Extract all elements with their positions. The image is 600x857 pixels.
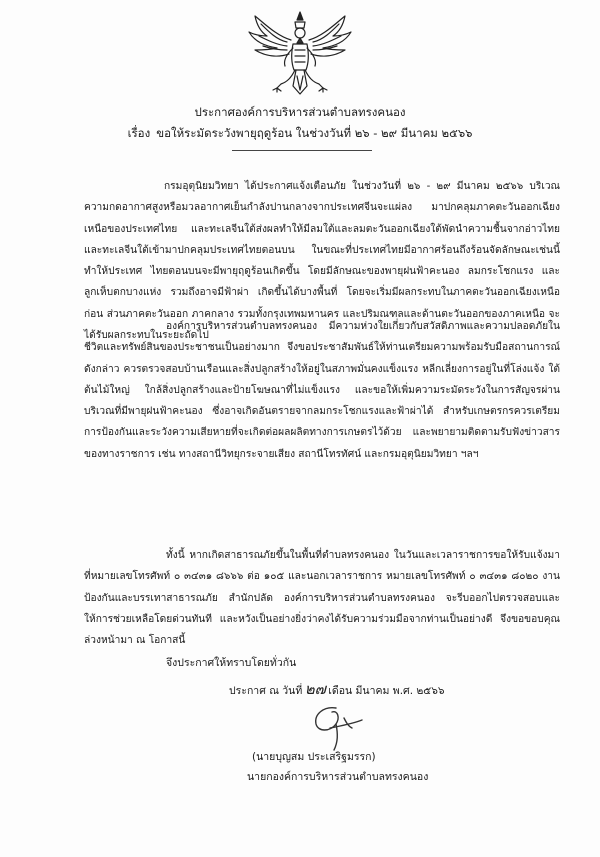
garuda-emblem-icon [247,10,353,96]
announcement-subject: ขอให้ระมัดระวังพายุฤดูร้อน ในช่วงวันที่ ๒๖ - ๒๙ มีนาคม ๒๕๖๖ [156,126,473,140]
date-prefix: ประกาศ ณ วันที่ [229,685,303,697]
date-day-handwritten: ๒๗ [304,680,326,698]
signatory-name: (นายบุญสม ประเสริฐมรรก) [252,751,376,763]
handwritten-signature-icon [300,700,370,752]
body-paragraph-1: กรมอุตุนิยมวิทยา ได้ประกาศแจ้งเตือนภัย ในช่วงวันที่ ๒๖ - ๒๙ มีนาคม ๒๕๖๖ บริเวณความกดอากาศสูงหรือมวลอากาศเย็นกำลังปานกลางจากประเทศจีนจะแผ่ลง มาปกคลุมภาคตะวันออกเฉียงเหนือของประเทศไทย และทะเลจีนใต้ส่งผลทำให้มีลมใต้และลมตะวันออกเฉียงใต้พัดนำความชื้นจากอ่าวไทยและทะเลจีนใต้เข้ามาปกคลุมประเทศไทยตอนบน ในขณะที่ประเทศไทยมีอากาศร้อนถึงร้อนจัดลักษณะเช่นนี้ทำให้ประเทศ ไทยตอนบนจะมีพายุฤดูร้อนเกิดขึ้น โดยมีลักษณะของพายุฝนฟ้าคะนอง ลมกระโชกแรง และลูกเห็บตกบางแห่ง รวมถึงอาจมีฟ้าผ่า เกิดขึ้นได้บางพื้นที่ โดยจะเริ่มมีผลกระทบในภาคตะวันออกเฉียงเหนือก่อน ส่วนภาคตะวันออก ภาคกลาง รวมทั้งกรุงเทพมหานคร และปริมณฑลและด้านตะวันออกของภาคเหนือ จะได้รับผลกระทบในระยะถัดไป [84,181,560,342]
body-paragraph-2: องค์การบริหารส่วนตำบลทรงคนอง มีความห่วงใยเกี่ยวกับสวัสดิภาพและความปลอดภัยในชีวิตและทรัพย์สินของประชาชนเป็นอย่างมาก จึงขอประชาสัมพันธ์ให้ท่านเตรียมความพร้อมรับมือสถานการณ์ดังกล่าว ควรตรวจสอบบ้านเรือนและสิ่งปลูกสร้างให้อยู่ในสภาพมั่นคงแข็งแรง หลีกเลี่ยงการอยู่ในที่โล่งแจ้ง ใต้ต้นไม้ใหญ่ ใกล้สิ่งปลูกสร้างและป้ายโฆษณาที่ไม่แข็งแรง และขอให้เพิ่มความระมัดระวังในการสัญจรผ่านบริเวณที่มีพายุฝนฟ้าคะนอง ซึ่งอาจเกิดอันตรายจากลมกระโชกแรงและฟ้าผ่าได้ สำหรับเกษตรกรควรเตรียมการป้องกันและระวังความเสียหายที่จะเกิดต่อผลผลิตทางการเกษตรไว้ด้วย และพยายามติดตามรับฟังข่าวสารของทางราชการ เช่น ทางสถานีวิทยุกระจายเสียง สถานีโทรทัศน์ และกรมอุตุนิยมวิทยา ฯลฯ [84,321,560,460]
announcement-title: ประกาศองค์การบริหารส่วนตำบลทรงคนอง [194,105,406,119]
body-paragraph-3: ทั้งนี้ หากเกิดสาธารณภัยขึ้นในพื้นที่ตำบลทรงคนอง ในวันและเวลาราชการขอให้รับแจ้งมาที่หมายเลขโทรศัพท์ ๐ ๓๔๓๑ ๘๖๖๖ ต่อ ๑๐๕ และนอกเวลาราชการ หมายเลขโทรศัพท์ ๐ ๓๔๓๑ ๘๐๒๐ งานป้องกันและบรรเทาสาธารณภัย สำนักปลัด องค์การบริหารส่วนตำบลทรงคนอง จะรีบออกไปตรวจสอบและให้การช่วยเหลือโดยด่วนทันที และหวังเป็นอย่างยิ่งว่าคงได้รับความร่วมมือจากท่านเป็นอย่างดี จึงขอขอบคุณล่วงหน้ามา ณ โอกาสนี้ [84,550,560,647]
announcement-subject-line [0,125,600,141]
subject-label: เรื่อง [127,126,151,140]
announcement-date-line [229,681,445,699]
title-divider [232,150,372,151]
date-suffix: เดือน มีนาคม พ.ศ. ๒๕๖๖ [328,685,445,697]
signatory-position: นายกองค์การบริหารส่วนตำบลทรงคนอง [247,771,429,783]
announce-closing-line: จึงประกาศให้ทราบโดยทั่วกัน [166,657,297,669]
